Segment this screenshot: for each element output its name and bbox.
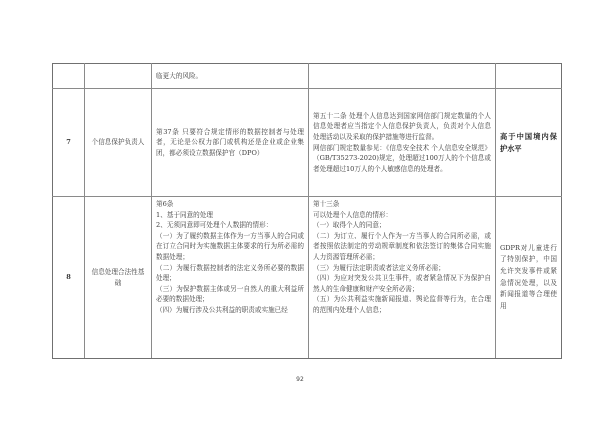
gdpr-text: （四）为履行涉及公共利益的职责或实施已经 <box>156 305 288 314</box>
gdpr-text: 2、无须同意即可处理个人数据的情形： <box>156 221 273 230</box>
gdpr-text: 第6条 <box>156 200 174 208</box>
pipl-text: 可以处理个人信息的情形： <box>313 210 393 219</box>
gdpr-cell <box>152 64 309 89</box>
comparison-table <box>52 63 562 359</box>
pipl-cell <box>309 64 496 89</box>
pipl-cell <box>309 197 496 359</box>
row-number-cell: 7 <box>53 89 85 197</box>
gdpr-text: 1、基于同意的处理 <box>156 210 213 219</box>
pipl-text: 第五十二条 处理个人信息达到国家网信部门规定数量的个人信息处理者应当指定个人信息保护负责人，负责对个人信息处理活动以及采取的保护措施等进行监督。 <box>313 111 491 141</box>
pipl-text: （一）取得个人的同意； <box>313 221 386 230</box>
pipl-text: 网信部门规定数量参见：《信息安全技术 个人信息安全规范》（GB/T35273-2020)规定，处理超过100万人的个个信息或者处理超过10万人的个人敏感信息的处理者。 <box>313 143 491 173</box>
row-number-cell <box>53 64 85 89</box>
page-number: 92 <box>296 376 304 383</box>
note-cell <box>496 64 562 89</box>
table-row <box>53 197 562 359</box>
pipl-cell <box>309 89 496 197</box>
table-row <box>53 64 562 89</box>
gdpr-text: （三）为保护数据主体或另一自然人的重大利益所必要的数据处理； <box>156 284 304 304</box>
item-cell: 个信息保护负责人 <box>85 89 152 197</box>
pipl-text: （三）为履行法定职责或者法定义务所必需； <box>313 263 445 272</box>
item-cell <box>85 64 152 89</box>
note-text: GDPR对儿童进行了特别保护，中国允许突发事件或紧急情况处理，以及新闻报道等合理使用 <box>500 243 557 310</box>
gdpr-cell <box>152 89 309 197</box>
note-cell <box>496 197 562 359</box>
note-text: 高于中国境内保护水平 <box>500 131 557 153</box>
item-cell: 信息处理合法性基础 <box>85 197 152 359</box>
pipl-text: （五）为公共利益实施新闻报道、舆论监督等行为，在合理的范围内处理个人信息； <box>313 295 491 314</box>
pipl-text: （四）为应对突发公共卫生事件，或者紧急情况下为保护自然人的生命健康和财产安全所必需； <box>313 274 491 293</box>
table-row <box>53 89 562 197</box>
gdpr-text: （一）为了履约数据主体作为一方当事人的合同或在订立合同时为实施数据主体要求的行为所必需的数据处理； <box>156 231 304 261</box>
note-cell <box>496 89 562 197</box>
pipl-text: 第十三条 <box>313 200 340 208</box>
gdpr-text: 第37条 只要符合规定情形的数据控制者与处理者，无论是公权力部门或机构还是企业或企业集团，都必须设立数据保护官（DPO） <box>156 127 304 157</box>
gdpr-text: 临更大的风险。 <box>156 71 203 80</box>
gdpr-cell <box>152 197 309 359</box>
row-number-cell: 8 <box>53 197 85 359</box>
gdpr-text: （二）为履行数据控制者的法定义务所必要的数据处理； <box>156 263 304 283</box>
pipl-text: （二）为订立、履行个人作为一方当事人的合同所必需，或者按照依法制定的劳动规章制度和依法签订的集体合同实施人力资源管理所必需； <box>313 231 491 261</box>
